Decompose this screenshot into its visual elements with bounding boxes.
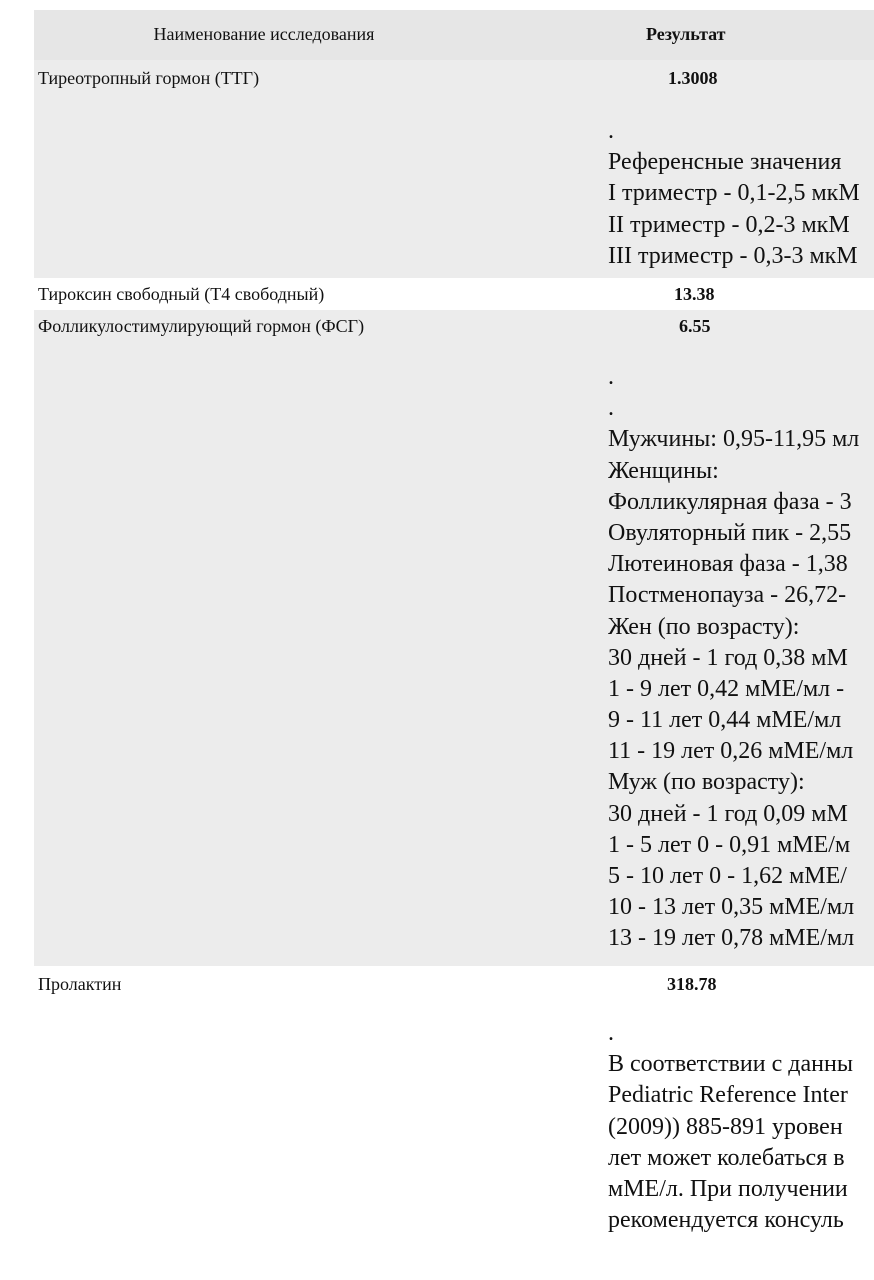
test-value: 1.3008 xyxy=(668,68,718,88)
reference-text: . В соответствии с данны Pediatric Reference Inter (2009)) 885-891 уровен лет может колебаться в мМЕ/л. При получении рекомендуется консуль xyxy=(608,1020,853,1234)
test-value: 13.38 xyxy=(674,284,715,304)
test-name: Тиреотропный гормон (ТТГ) xyxy=(38,68,260,88)
reference-text: . Референсные значения I триместр - 0,1-2,5 мкМ II триместр - 0,2-3 мкМ III триместр - 0,3-3 мкМ xyxy=(608,118,860,269)
header-test-name: Наименование исследования xyxy=(153,24,375,44)
table-header xyxy=(34,10,874,60)
table-row-tsh xyxy=(34,60,874,278)
table-row-fsh xyxy=(34,310,874,966)
reference-text: . . Мужчины: 0,95-11,95 мл Женщины: Фолликулярная фаза - 3 Овуляторный пик - 2,55 Лютеиновая фаза - 1,38 Постменопауза - 26,72- Жен (по возрасту): 30 дней - 1 год 0,38 мМ 1 - 9 лет 0,42 мМЕ/мл - 9 - 11 лет 0,44 мМЕ/мл 11 - 19 лет 0,26 мМЕ/мл Муж (по возрасту): 30 дней - 1 год 0,09 мМ 1 - 5 лет 0 - 0,91 мМЕ/м 5 - 10 лет 0 - 1,62 мМЕ/ 10 - 13 лет 0,35 мМЕ/мл 13 - 19 лет 0,78 мМЕ/мл xyxy=(608,364,860,952)
test-name: Пролактин xyxy=(38,974,122,994)
table-row-t4 xyxy=(34,278,874,310)
table-row-prolactin xyxy=(34,966,874,1280)
test-name: Фолликулостимулирующий гормон (ФСГ) xyxy=(38,316,365,336)
test-value: 318.78 xyxy=(667,974,717,994)
test-name: Тироксин свободный (Т4 свободный) xyxy=(38,284,325,304)
test-value: 6.55 xyxy=(679,316,711,336)
header-result: Результат xyxy=(646,24,726,44)
